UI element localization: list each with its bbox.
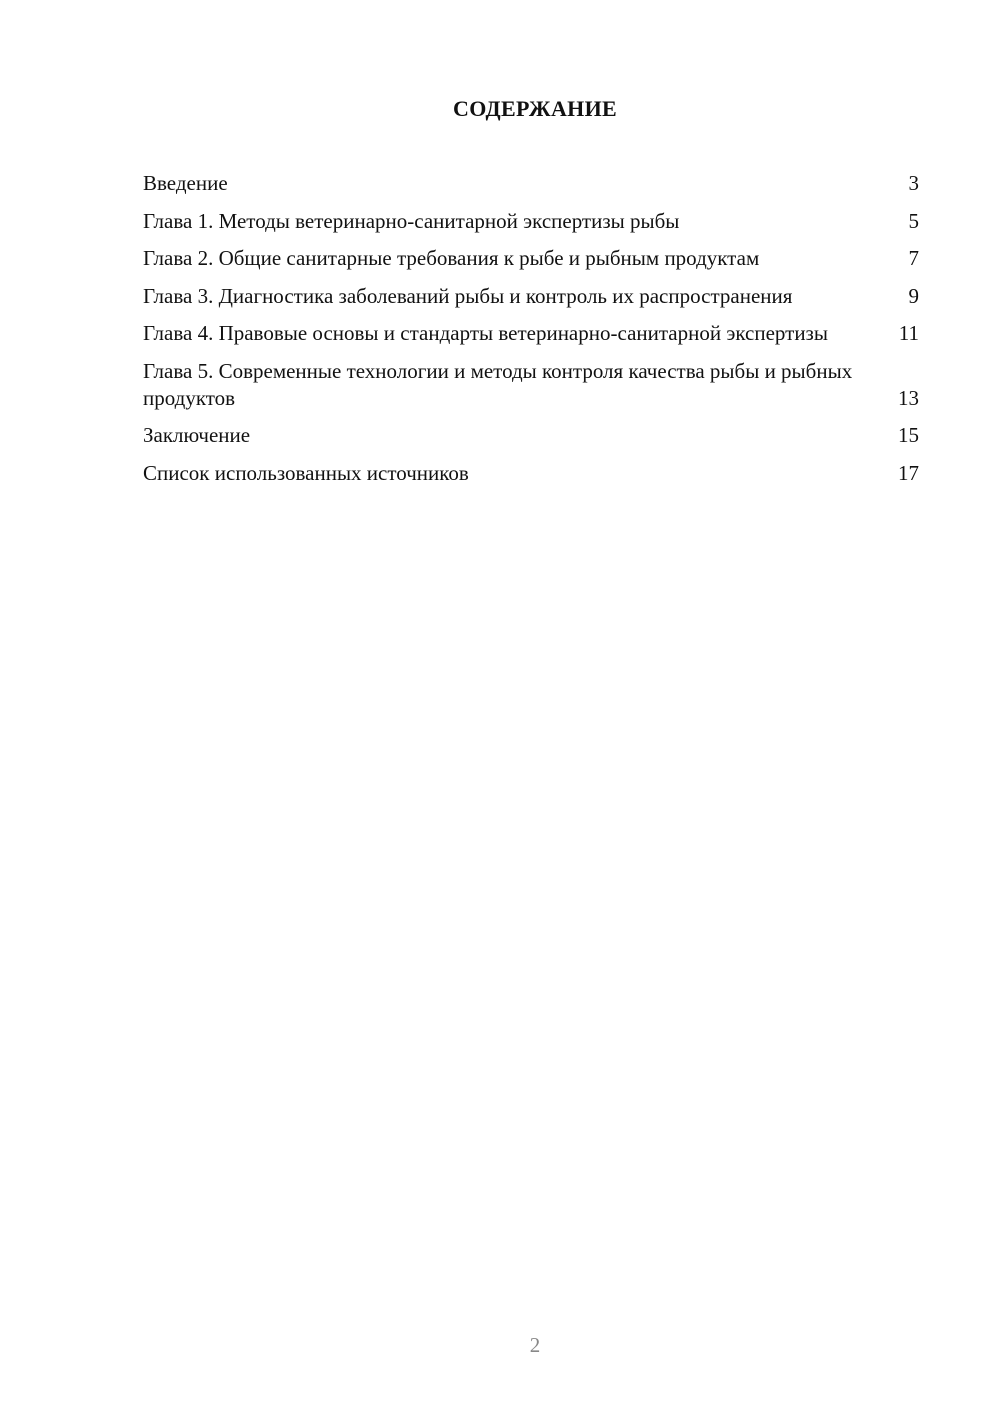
toc-entry-label: Глава 1. Методы ветеринарно-санитарной экспертизы рыбы [143, 208, 680, 233]
toc-entry-label: Глава 5. Современные технологии и методы контроля качества рыбы и рыбных продуктов [143, 358, 853, 410]
toc-entry-references [143, 460, 919, 487]
toc-entry-chapter-2 [143, 245, 919, 272]
toc-entry-chapter-5 [143, 358, 919, 412]
toc-entry-label: Список использованных источников [143, 460, 469, 485]
page-number: 2 [529, 1333, 541, 1357]
toc-entry-page: 11 [898, 321, 919, 345]
toc-entry-page: 5 [908, 208, 919, 233]
toc-entry-chapter-3 [143, 283, 919, 310]
toc-entry-page: 17 [898, 460, 919, 485]
toc-entry-conclusion [143, 422, 919, 449]
toc-entry-page: 15 [898, 423, 919, 447]
toc-entry-page: 7 [908, 246, 919, 270]
toc-entry-label: Глава 2. Общие санитарные требования к рыбе и рыбным продуктам [143, 246, 760, 270]
toc-entry-page: 9 [908, 283, 919, 308]
toc-entry-label: Глава 4. Правовые основы и стандарты ветеринарно-санитарной экспертизы [143, 321, 828, 345]
toc-entry-page: 3 [908, 171, 919, 195]
toc-entry-label: Глава 3. Диагностика заболеваний рыбы и контроль их распространения [143, 283, 793, 308]
toc-entry-introduction [143, 170, 919, 197]
toc-entry-chapter-1 [143, 208, 919, 235]
toc-entry-label: Введение [143, 171, 228, 195]
toc-entry-chapter-4 [143, 320, 919, 347]
toc-title: СОДЕРЖАНИЕ [453, 96, 617, 121]
toc-entry-label: Заключение [143, 423, 251, 447]
toc-entry-page: 13 [898, 385, 919, 410]
table-of-contents [143, 170, 919, 497]
